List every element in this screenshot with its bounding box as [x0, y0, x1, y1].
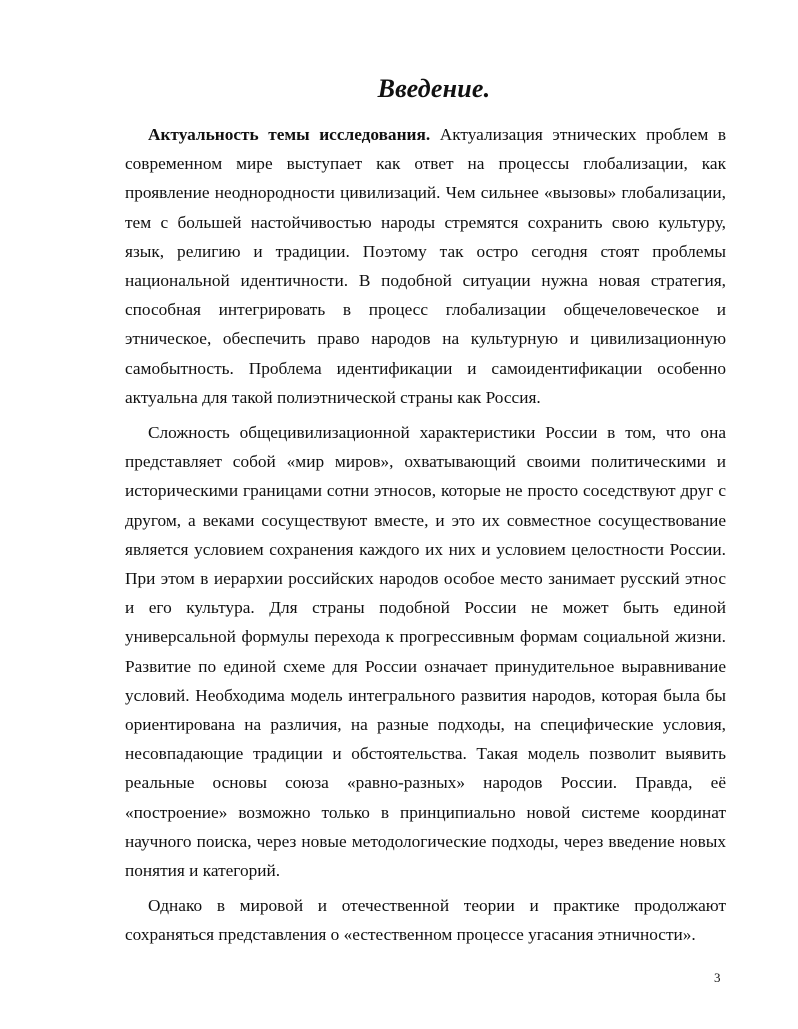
paragraph-complexity: Сложность общецивилизационной характеристики России в том, что она представляет собой «мир миров», охватывающий своими политическими и историческими границами сотни этносов, которые не просто соседствуют друг с другом, а веками сосуществуют вместе, и это их совместное сосуществование является условием сохранения каждого их них и условием целостности России. При этом в иерархии российских народов особое место занимает русский этнос и его культура. Для страны подобной России не может быть единой универсальной формулы перехода к прогрессивным формам социальной жизни. Развитие по единой схеме для России означает принудительное выравнивание условий. Необходима модель интегрального развития народов, которая была бы ориентирована на различия, на разные подходы, на специфические условия, несовпадающие традиции и обстоятельства. Такая модель позволит выявить реальные основы союза «равно-разных» народов России. Правда, её «построение» возможно только в принципиально новой системе координат научного поиска, через новые методологические подходы, через введение новых понятия и категорий.: [125, 423, 726, 881]
paragraph-however: Однако в мировой и отечественной теории и практике продолжают сохраняться представления о «естественном процессе угасания этничности».: [125, 896, 726, 945]
page-number: 3: [714, 970, 721, 985]
page-title: Введение.: [377, 74, 491, 103]
paragraph-relevance: [125, 120, 726, 412]
paragraph-lead-in: Актуальность темы исследования.: [148, 125, 431, 144]
body-text: [125, 120, 726, 950]
paragraph-text: Актуализация этнических проблем в современном мире выступает как ответ на процессы глобализации, как проявление неоднородности цивилизаций. Чем сильнее «вызовы» глобализации, тем с большей настойчивостью народы стремятся сохранить свою культуру, язык, религию и традиции. Поэтому так остро сегодня стоят проблемы национальной идентичности. В подобной ситуации нужна новая стратегия, способная интегрировать в процесс глобализации общечеловеческое и этническое, обеспечить право народов на культурную и цивилизационную самобытность. Проблема идентификации и самоидентификации особенно актуальна для такой полиэтнической страны как Россия.: [125, 125, 727, 407]
